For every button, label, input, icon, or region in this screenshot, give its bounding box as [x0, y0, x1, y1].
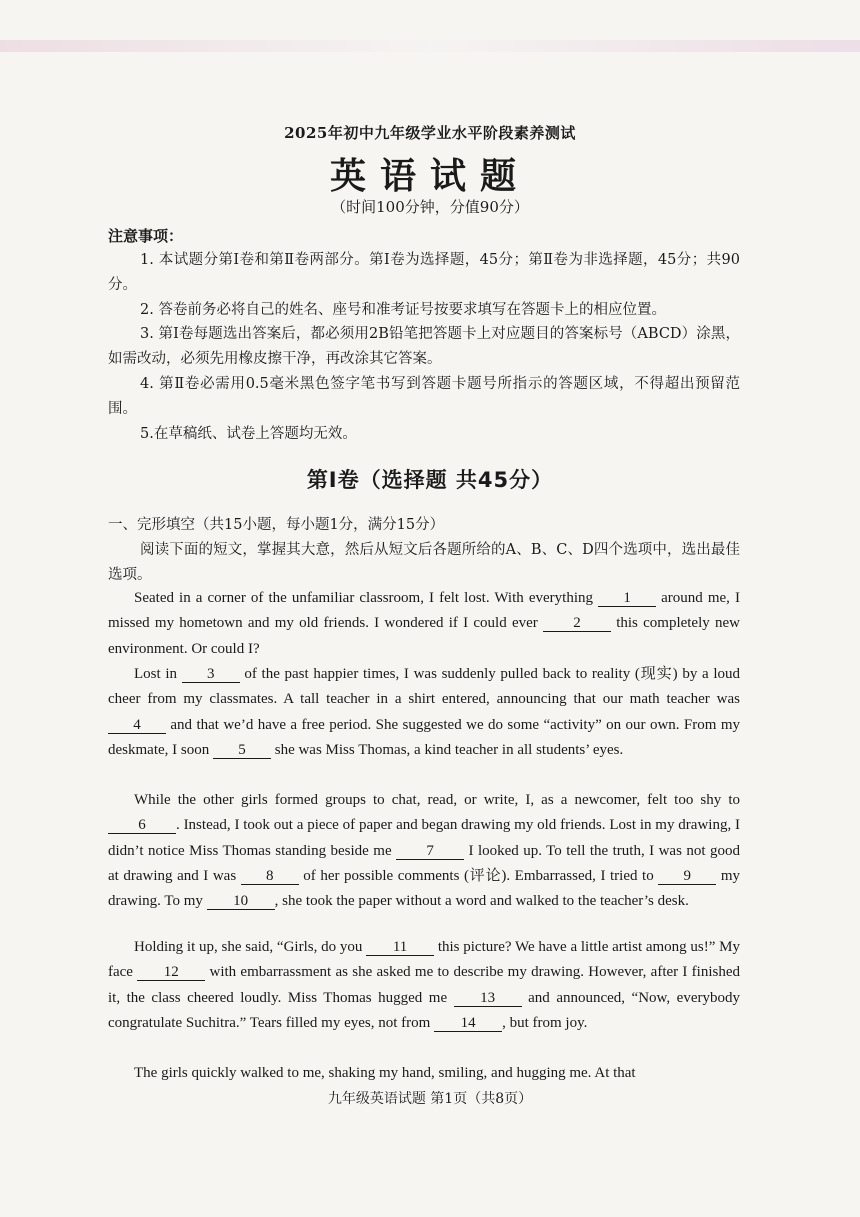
notice-heading: 注意事项：	[108, 227, 184, 245]
passage-text: and announced, “Now, everybody congratulate Suchitra.” Tears filled my eyes, not from	[108, 989, 740, 1031]
blank-10: 10	[207, 893, 275, 910]
passage-text: my drawing. To my	[108, 867, 740, 910]
passage-paragraph-2	[108, 662, 740, 763]
passage-text: . Instead, I took out a piece of paper and began drawing my old friends. Lost in my drawing, I didn’t notice Miss Thomas standing beside me	[108, 817, 740, 859]
passage-text: Lost in	[134, 666, 182, 682]
blank-11: 11	[366, 939, 434, 956]
blank-12: 12	[137, 964, 205, 981]
blank-3: 3	[182, 666, 240, 683]
passage-text: , she took the paper without a word and walked to the teacher’s desk.	[274, 893, 689, 910]
blank-5: 5	[213, 742, 271, 759]
blank-1: 1	[598, 590, 656, 607]
blank-2: 2	[543, 615, 611, 632]
passage-text: with embarrassment as she asked me to describe my drawing. However, after I finished it, the class cheered loudly. Miss Thomas hugged me	[108, 964, 740, 1006]
blank-13: 13	[454, 990, 522, 1007]
passage-text: and that we’d have a free period. She suggested we do some “activity” on our own. From my deskmate, I soon	[108, 716, 740, 758]
exam-subtitle: 2025年初中九年级学业水平阶段素养测试	[284, 124, 576, 142]
exam-title: 英语试题	[329, 156, 530, 197]
passage-text: Seated in a corner of the unfamiliar classroom, I felt lost. With everything	[134, 590, 599, 606]
passage-text: I looked up. To tell the truth, I was not good at drawing and I was	[108, 842, 740, 884]
passage-text: around me, I missed my hometown and my old friends. I wondered if I could ever	[108, 590, 740, 632]
passage-text: The girls quickly walked to me, shaking my hand, smiling, and hugging me. At that	[134, 1065, 636, 1081]
notice-item-3: 3. 第Ⅰ卷每题选出答案后，都必须用2B铅笔把答题卡上对应题目的答案标号（ABCD）涂黑，如需改动，必须先用橡皮擦干净，再改涂其它答案。	[108, 326, 740, 367]
passage-paragraph-5	[108, 1061, 740, 1086]
notice-item-4: 4. 第Ⅱ卷必需用0.5毫米黑色签字笔书写到答题卡题号所指示的答题区域，不得超出预留范围。	[108, 376, 740, 417]
passage-text: she was Miss Thomas, a kind teacher in all students’ eyes.	[270, 741, 624, 758]
blank-7: 7	[396, 843, 464, 860]
passage-text: of the past happier times, I was suddenly pulled back to reality (现实) by a loud cheer from my classmates. A tall teacher in a shirt entered, announcing that our math teacher was	[108, 666, 740, 708]
passage-text: Holding it up, she said, “Girls, do you	[134, 939, 367, 955]
passage-paragraph-3	[108, 788, 740, 914]
passage-paragraph-1	[108, 586, 740, 662]
part-heading: 一、完形填空（共15小题，每小题1分，满分15分）	[108, 517, 445, 533]
passage-paragraph-4	[108, 935, 740, 1036]
notice-item-2: 2. 答卷前务必将自己的姓名、座号和准考证号按要求填写在答题卡上的相应位置。	[140, 302, 666, 318]
notice-item-5: 5.在草稿纸、试卷上答题均无效。	[140, 426, 357, 442]
passage-text: , but from joy.	[502, 1014, 588, 1031]
passage-text: While the other girls formed groups to chat, read, or write, I, as a newcomer, felt too shy to	[134, 792, 740, 808]
passage-text: this picture? We have a little artist among us!” My face	[108, 939, 741, 981]
notice-item-1: 1. 本试题分第Ⅰ卷和第Ⅱ卷两部分。第Ⅰ卷为选择题，45分；第Ⅱ卷为非选择题，45分；共90分。	[108, 252, 740, 293]
scan-edge-shadow	[0, 40, 860, 52]
time-info: （时间100分钟，分值90分）	[331, 198, 529, 216]
blank-6: 6	[108, 817, 176, 834]
section-title: 第Ⅰ卷（选择题 共45分）	[306, 468, 554, 492]
part-instruction: 阅读下面的短文，掌握其大意，然后从短文后各题所给的A、B、C、D四个选项中，选出最佳选项。	[108, 542, 740, 583]
page-footer: 九年级英语试题 第1页（共8页）	[327, 1091, 533, 1107]
passage-text: this completely new environment. Or could I?	[108, 615, 740, 657]
blank-4: 4	[108, 717, 166, 734]
blank-14: 14	[434, 1015, 502, 1032]
blank-9: 9	[658, 868, 716, 885]
passage-text: of her possible comments (评论). Embarrassed, I tried to	[298, 867, 659, 884]
blank-8: 8	[241, 868, 299, 885]
